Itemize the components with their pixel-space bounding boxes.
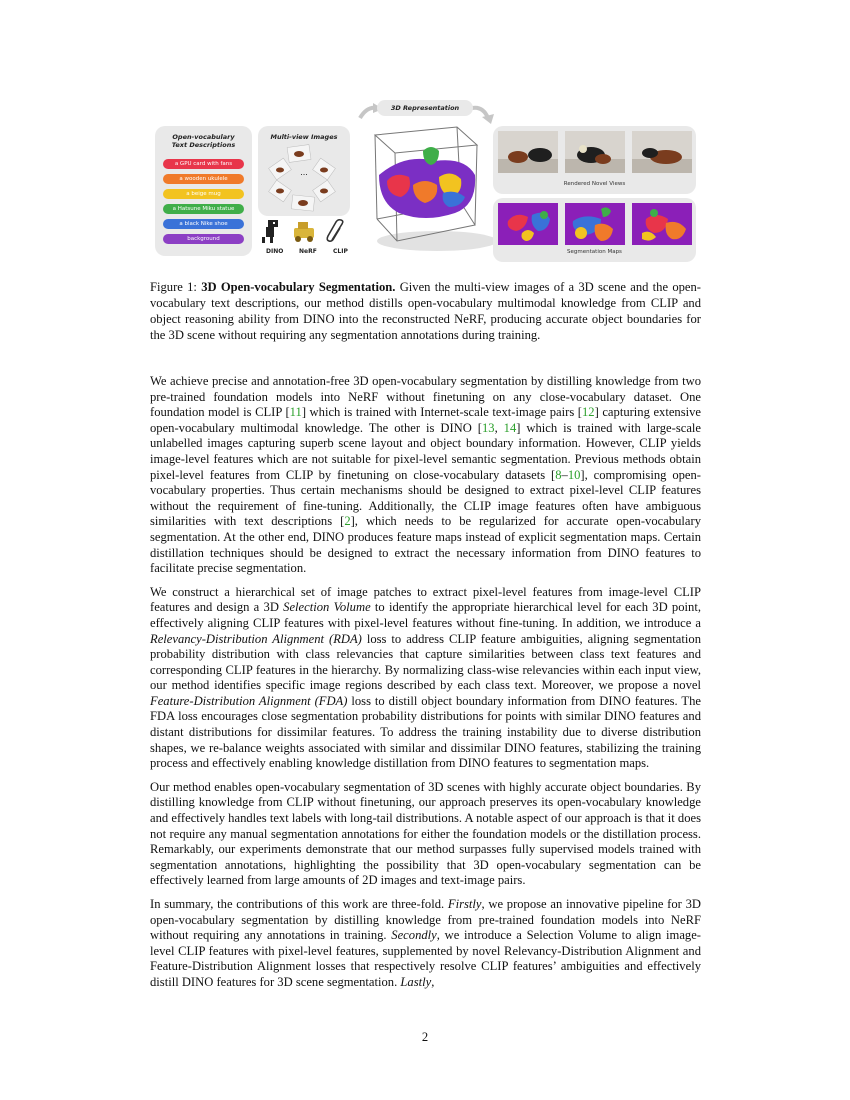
text-panel-title-line2: Text Descriptions (171, 141, 236, 149)
novel-views-panel (493, 126, 696, 194)
text-description-pill: a wooden ukulele (163, 174, 244, 184)
multiview-ellipsis: ... (300, 168, 308, 177)
text-description-pill: background (163, 234, 244, 244)
citation-link[interactable]: 14 (503, 420, 517, 435)
text-description-pill: a Hatsune Miku statue (163, 204, 244, 214)
p1-text-c: ] capturing extensive open-vocabulary multimodal knowledge. The other is DINO [ (150, 405, 702, 435)
p4-text-c: , we introduce a Selection Volume to align image-level CLIP features with pixel-level features, supplemented by novel Relevancy-Distribution Alignment and Feature-Distribution Alignment losses that respectively resolve CLIP features’ ambiguities and effectively distill DINO features for 3D scene segmentation. (150, 928, 701, 989)
clip-label: CLIP (333, 248, 348, 255)
p2-text-a: We construct a hierarchical set of image patches to extract pixel-level features from image-level CLIP features and design a 3D (150, 584, 701, 615)
seg-map-3 (632, 203, 692, 245)
caption-prefix: Figure 1: (150, 280, 202, 294)
dino-label: DINO (266, 248, 284, 255)
p1-text-f: ], which needs to be regularized for accurate open-vocabulary segmentation. At the other end, DINO produces feature maps instead of explicit segmentation maps. Certain distillation techniques should be designed to extract the necessary information from DINO features to facilitate precise segmentation. (150, 514, 701, 576)
multiview-title: Multi-view Images (270, 133, 338, 141)
text-description-pill: a GPU card with fans (163, 159, 244, 169)
figure-1 (155, 98, 700, 268)
p4-italic-1: Firstly (447, 897, 482, 911)
p1-text-e: ], compromising open-vocabulary properties. Thus certain mechanisms should be designed to extract pixel-level CLIP features without the requirement of fine-tuning. Additionally, the CLIP image features often have ambiguous similarities with text descriptions [ (150, 467, 701, 529)
paragraph-4 (150, 897, 701, 991)
p2-text-b: to identify the appropriate hierarchical level for each 3D point, effectively aligning CLIP features with pixel-level features without fine-tuning. In addition, we introduce a (150, 600, 701, 630)
novel-view-2 (565, 131, 625, 173)
p2-italic-3: Feature-Distribution Alignment (FDA) (150, 693, 348, 708)
p4-italic-3: Lastly (400, 974, 432, 989)
p2-italic-1: Selection Volume (283, 600, 371, 615)
p4-text-d: , (431, 974, 435, 989)
p2-italic-2: Relevancy-Distribution Alignment (RDA) (150, 631, 362, 646)
paragraph-1 (150, 374, 701, 577)
novel-view-1 (498, 131, 558, 173)
p1-text-a: We achieve precise and annotation-free 3D open-vocabulary segmentation by distilling knowledge from two pre-trained foundation models into NeRF without finetuning on any close-vocabulary dataset. One foundation model is CLIP [ (150, 374, 701, 420)
text-panel-title-line1: Open-vocabulary (172, 133, 235, 141)
p4-text-b: , we propose an innovative pipeline for 3D open-vocabulary segmentation by distilling knowledge from pre-trained foundation models into NeRF without requiring any annotations in training. (150, 897, 701, 943)
citation-link[interactable]: 11 (289, 405, 302, 420)
seg-map-2 (565, 203, 625, 245)
body-text (150, 374, 701, 999)
figure-caption (150, 279, 701, 343)
rep-title-box (377, 100, 473, 116)
citation-link[interactable]: 13 (481, 420, 495, 435)
seg-maps-label: Segmentation Maps (567, 249, 622, 255)
p2-text-d: loss to distill object boundary information from DINO features. The FDA loss encourages close segmentation probability distributions for points with similar DINO features and distant distributions for dissimilar features. To address the training instability due to diverse distribution shapes, we re-balance weights associated with similar and dissimilar DINO features, stabilizing the training process and effectively enabling knowledge distillation from DINO features to segmentation maps. (150, 693, 701, 771)
nerf-3d-cube (365, 123, 505, 263)
caption-text: Given the multi-view images of a 3D scene and the open-vocabulary text descriptions, our method distills open-vocabulary multimodal knowledge from CLIP and object reasoning ability from DINO into the reconstructed NeRF, producing accurate object boundaries for the 3D scene without requiring any segmentation annotations during training. (150, 280, 701, 342)
paragraph-3: Our method enables open-vocabulary segmentation of 3D scenes with highly accurate object boundaries. By distilling knowledge from CLIP without finetuning, our approach preserves its open-vocabulary knowledge and effectively handles text labels with long-tail distributions. A notable aspect of our approach is that it does not require any manual segmentation annotations for either the foundation models or the distillation process. Remarkably, our experiments demonstrate that our method surpasses fully supervised models trained with segmentation annotations, highlighting the possibility that 3D open-vocabulary segmentation can be effectively learned from large amounts of 2D images and text-image pairs. (150, 779, 701, 888)
citation-link[interactable]: 12 (582, 405, 595, 420)
p1-sep: , (494, 420, 504, 435)
p1-dash: – (561, 467, 568, 482)
seg-map-1 (498, 203, 558, 245)
nerf-label: NeRF (299, 248, 317, 255)
novel-views-label: Rendered Novel Views (563, 181, 626, 187)
segmentation-maps-panel (493, 198, 696, 262)
p1-text-d: ] which is trained with large-scale unlabelled images capturing superb scene layout and object boundary information. However, CLIP yields image-level features which are not suitable for pixel-level semantic segmentation. Previous methods obtain pixel-level features from CLIP by finetuning on close-vocabulary datasets [ (150, 420, 701, 482)
novel-view-3 (632, 131, 692, 173)
citation-link[interactable]: 8 (555, 467, 562, 482)
caption-bold: 3D Open-vocabulary Segmentation. (201, 280, 396, 294)
citation-link[interactable]: 10 (567, 467, 581, 482)
rep-title: 3D Representation (390, 104, 460, 112)
page-number: 2 (421, 1030, 429, 1044)
p2-text-c: loss to address CLIP feature ambiguities, aligning segmentation probability distribution with class relevancies that capture similarities between class text features and corresponding CLIP features in the hierarchy. By normalizing class-wise relevancies within each input view, our method identifies specific image regions described by each class text. Moreover, we propose a novel (150, 631, 701, 693)
p1-text-b: ] which is trained with Internet-scale text-image pairs [ (301, 405, 582, 420)
text-description-pill: a black Nike shoe (163, 219, 244, 229)
p4-italic-2: Secondly (391, 928, 437, 943)
citation-link[interactable]: 2 (344, 514, 351, 529)
paragraph-2 (150, 585, 701, 772)
text-description-pill: a beige mug (163, 189, 244, 199)
p4-text-a: In summary, the contributions of this work are three-fold. (150, 897, 448, 911)
